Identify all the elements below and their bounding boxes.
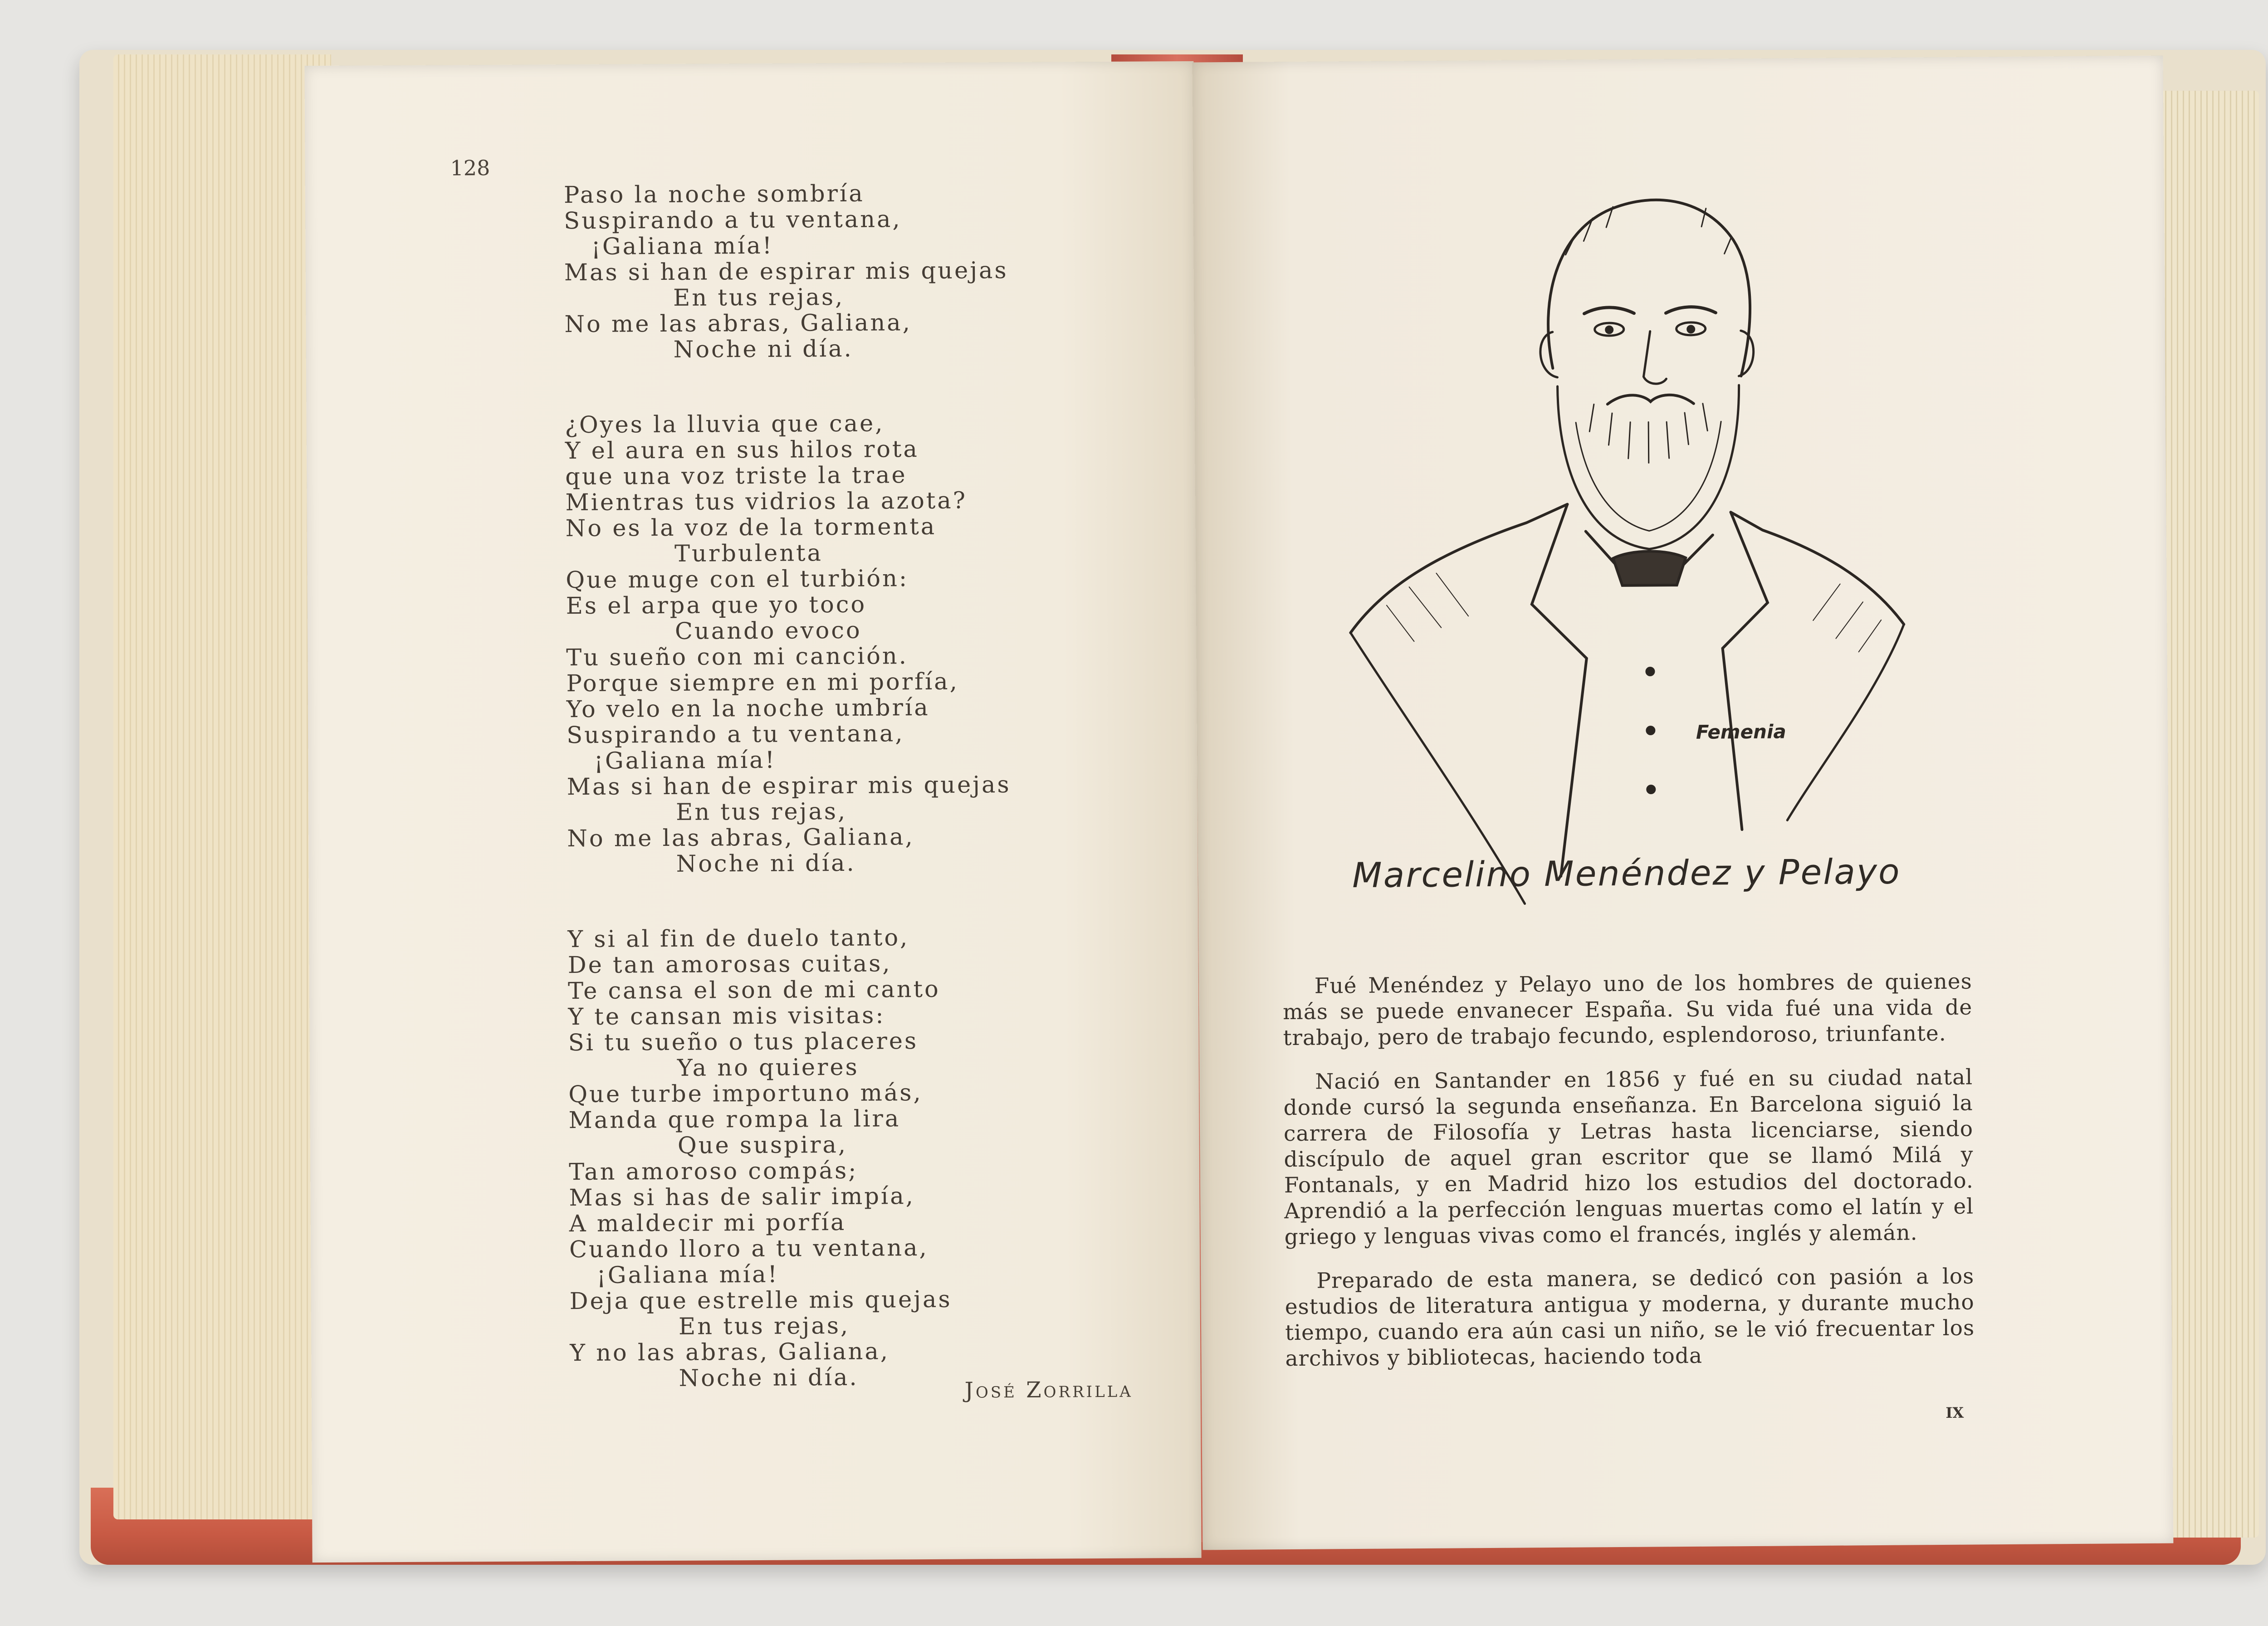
poem-line: Y no las abras, Galiana,	[570, 1338, 890, 1367]
poem-line: Yo velo en la noche umbría	[566, 694, 930, 723]
page-signature-mark: IX	[1945, 1404, 1964, 1421]
artist-signature: Femenia	[1696, 720, 1786, 743]
poem-line: En tus rejas,	[673, 283, 845, 312]
poem-line: No me las abras, Galiana,	[567, 824, 914, 853]
poem-line: Noche ni día.	[679, 1364, 859, 1392]
poem-line: Y te cansan mis visitas:	[568, 1002, 885, 1031]
biography-paragraph: Fué Menéndez y Pelayo uno de los hombres de quienes más se puede envanecer España. Su vida fué una vida de trabajo, pero de trabajo fecundo, esplendoroso, triunfante.	[1283, 969, 1973, 1051]
poem-line: ¿Oyes la lluvia que cae,	[565, 410, 885, 439]
poem-line: que una voz triste la trae	[565, 462, 907, 491]
poem-line: En tus rejas,	[678, 1312, 850, 1340]
poem-line: Tu sueño con mi canción.	[566, 643, 909, 672]
poem-line: Deja que estrelle mis quejas	[569, 1286, 952, 1315]
poem-line: Es el arpa que yo toco	[566, 591, 867, 620]
poem-line: Tan amoroso compás;	[569, 1157, 858, 1186]
poem-stanza	[564, 179, 1245, 363]
poem-line: Suspirando a tu ventana,	[564, 206, 902, 235]
right-page	[1193, 56, 2174, 1550]
poem-line: Paso la noche sombría	[563, 180, 865, 209]
biography-paragraph: Nació en Santander en 1856 y fué en su ciudad natal donde cursó la segunda enseñanza. En Barcelona siguió la carrera de Filosofía y Letras hasta licenciarse, siendo discípulo de aquel gran escritor que se llamó Milá y Fontanals, y en Madrid hizo los estudios del doctorado. Aprendió a la perfección lenguas muertas como el latín y el griego y lenguas vivas como el francés, inglés y alemán.	[1283, 1064, 1974, 1250]
portrait-illustration	[1329, 147, 2015, 923]
biography-text	[1283, 969, 1975, 1390]
poem-line: Y el aura en sus hilos rota	[565, 436, 919, 465]
left-page-stack	[113, 54, 331, 1519]
poem-author-signature: José Zorrilla	[964, 1377, 1133, 1403]
poem-line: ¡Galiana mía!	[596, 1261, 779, 1289]
poem-line: Noche ni día.	[676, 850, 856, 878]
poem-line: Mas si has de salir impía,	[569, 1183, 915, 1212]
biography-paragraph: Preparado de esta manera, se dedicó con pasión a los estudios de literatura antigua y moderna, y durante mucho tiempo, cuando era aún casi un niño, se le vió frecuentar los archivos y bibliotecas, haciendo toda	[1285, 1264, 1975, 1372]
poem-line: Noche ni día.	[673, 335, 853, 363]
page-number: 128	[450, 156, 490, 181]
poem-line: Cuando lloro a tu ventana,	[569, 1234, 929, 1264]
poem	[564, 179, 1251, 1441]
poem-line: Suspirando a tu ventana,	[566, 720, 904, 749]
poem-line: Mas si han de espirar mis quejas	[567, 771, 1011, 801]
poem-stanza	[565, 409, 1247, 878]
poem-line: Y si al fin de duelo tanto,	[567, 924, 909, 953]
poem-line: No es la voz de la tormenta	[565, 513, 937, 542]
poem-line: A maldecir mi porfía	[569, 1209, 846, 1238]
poem-line: Cuando evoco	[675, 617, 862, 645]
biography-title: Marcelino Menéndez y Pelayo	[1352, 851, 1901, 896]
poem-line: Que turbe importuno más,	[568, 1079, 923, 1108]
poem-line: En tus rejas,	[675, 798, 847, 826]
poem-line: De tan amorosas cuitas,	[567, 950, 892, 979]
poem-line: Porque siempre en mi porfía,	[566, 668, 959, 698]
poem-line: Ya no quieres	[677, 1054, 859, 1082]
poem-line: Que muge con el turbión:	[566, 565, 909, 594]
poem-line: ¡Galiana mía!	[591, 232, 774, 260]
poem-stanza	[567, 923, 1250, 1392]
poem-line: ¡Galiana mía!	[594, 747, 777, 775]
poem-line: Te cansa el son de mi canto	[567, 976, 940, 1005]
poem-line: Mientras tus vidrios la azota?	[565, 487, 968, 517]
poem-line: Que suspira,	[677, 1131, 848, 1159]
poem-line: Si tu sueño o tus placeres	[568, 1028, 919, 1057]
left-page	[304, 61, 1201, 1563]
poem-line: No me las abras, Galiana,	[564, 309, 912, 338]
poem-line: Mas si han de espirar mis quejas	[564, 257, 1008, 287]
poem-line: Turbulenta	[674, 540, 823, 567]
poem-line: Manda que rompa la lira	[568, 1105, 901, 1134]
